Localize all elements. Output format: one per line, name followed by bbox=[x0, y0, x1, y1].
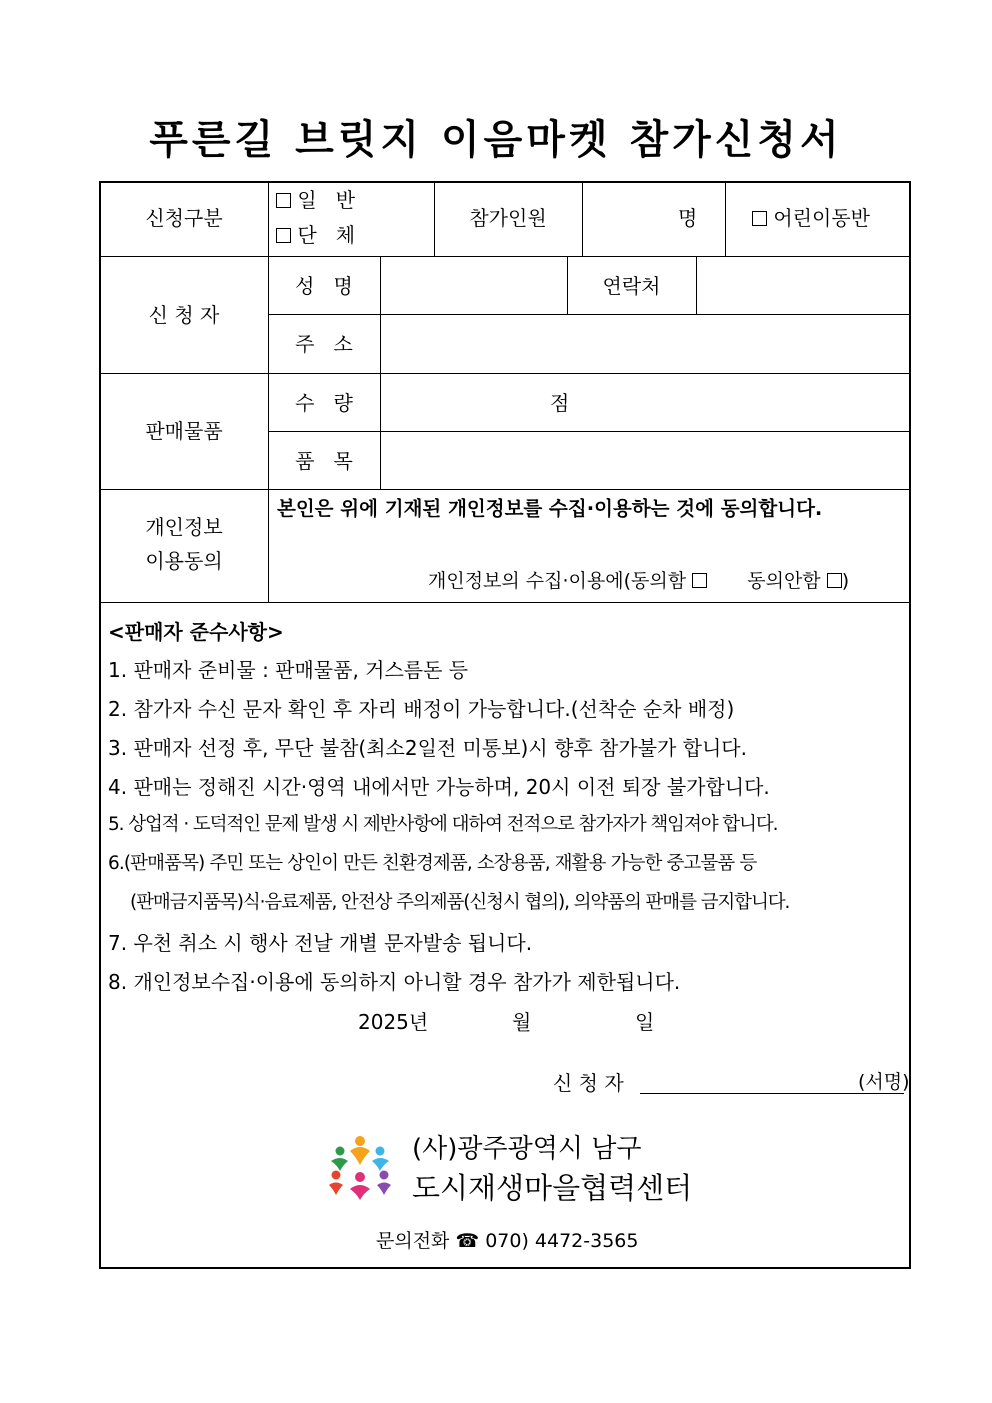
checkbox-agree[interactable] bbox=[692, 573, 707, 588]
checkbox-general[interactable] bbox=[276, 193, 291, 208]
column-divider bbox=[725, 182, 726, 256]
participants-unit: 명 bbox=[678, 206, 698, 230]
option-group-label: 단 체 bbox=[297, 223, 356, 247]
quantity-label: 수 량 bbox=[295, 391, 353, 415]
privacy-choice bbox=[428, 572, 849, 591]
rule-item: 3. 판매자 선정 후, 무단 불참(최소2일전 미통보)시 향후 참가불가 합니다. bbox=[108, 736, 747, 760]
checkbox-children[interactable] bbox=[752, 211, 767, 226]
organization-name-line2: 도시재생마을협력센터 bbox=[412, 1171, 693, 1205]
logo-figures-icon bbox=[329, 1136, 391, 1200]
rule-item: 8. 개인정보수집·이용에 동의하지 아니할 경우 참가가 제한됩니다. bbox=[108, 970, 681, 994]
column-divider bbox=[696, 256, 697, 314]
rule-item: 6.(판매품목) 주민 또는 상인이 만든 친환경제품, 소장용품, 재활용 가능한 중고물품 등 bbox=[108, 853, 757, 874]
date-day: 일 bbox=[635, 1010, 655, 1034]
contact-label: 문의전화 bbox=[376, 1230, 450, 1252]
column-divider bbox=[380, 256, 381, 489]
organization-name-line1: (사)광주광역시 남구 bbox=[412, 1134, 642, 1164]
goods-label: 판매물품 bbox=[145, 419, 223, 443]
row-divider bbox=[268, 314, 911, 315]
privacy-statement: 본인은 위에 기재된 개인정보를 수집·이용하는 것에 동의합니다. bbox=[277, 497, 823, 520]
option-group[interactable] bbox=[276, 225, 355, 245]
contact-label: 연락처 bbox=[602, 274, 661, 298]
checkbox-group[interactable] bbox=[276, 228, 291, 243]
rule-item: 2. 참가자 수신 문자 확인 후 자리 배정이 가능합니다.(선착순 순차 배정) bbox=[108, 697, 735, 721]
option-general[interactable] bbox=[276, 190, 355, 210]
rule-item: 7. 우천 취소 시 행사 전날 개별 문자발송 됩니다. bbox=[108, 931, 533, 955]
address-label: 주 소 bbox=[295, 332, 353, 356]
privacy-choice-prefix: 개인정보의 수집·이용에(동의함 bbox=[428, 570, 687, 592]
date-year: 2025년 bbox=[358, 1010, 429, 1034]
option-general-label: 일 반 bbox=[297, 188, 356, 212]
option-children-label: 어린이동반 bbox=[773, 206, 870, 230]
organization-logo bbox=[328, 1135, 392, 1201]
applicant-label: 신 청 자 bbox=[148, 303, 220, 327]
signature-suffix: (서명) bbox=[858, 1071, 910, 1093]
contact-line bbox=[376, 1232, 638, 1251]
category-label: 신청구분 bbox=[145, 206, 223, 230]
privacy-choice-suffix: ) bbox=[841, 570, 850, 592]
privacy-choice-disagree: 동의안함 bbox=[747, 570, 821, 592]
page-title: 푸른길 브릿지 이음마켓 참가신청서 bbox=[149, 117, 843, 163]
row-divider bbox=[100, 256, 911, 257]
rule-item: 4. 판매는 정해진 시간·영역 내에서만 가능하며, 20시 이전 퇴장 불가합니다. bbox=[108, 775, 770, 799]
checkbox-disagree[interactable] bbox=[827, 573, 842, 588]
option-children[interactable] bbox=[752, 208, 870, 228]
column-divider bbox=[582, 182, 583, 256]
date-month: 월 bbox=[512, 1010, 532, 1034]
item-label: 품 목 bbox=[295, 449, 353, 473]
rules-heading: <판매자 준수사항> bbox=[108, 620, 284, 644]
name-label: 성 명 bbox=[295, 274, 353, 298]
signature-label: 신 청 자 bbox=[553, 1071, 624, 1095]
row-divider bbox=[100, 602, 911, 603]
row-divider bbox=[100, 373, 911, 374]
privacy-label-line1: 개인정보 bbox=[145, 515, 223, 539]
quantity-unit: 점 bbox=[550, 391, 570, 415]
row-divider bbox=[100, 489, 911, 490]
contact-phone[interactable]: 070) 4472-3565 bbox=[485, 1230, 639, 1252]
participants-label: 참가인원 bbox=[469, 206, 547, 230]
rule-item: (판매금지품목)식·음료제품, 안전상 주의제품(신청시 협의), 의약품의 판매를 금지합니다. bbox=[130, 892, 790, 913]
privacy-label-line2: 이용동의 bbox=[145, 549, 223, 573]
phone-icon: ☎ bbox=[455, 1230, 480, 1252]
column-divider bbox=[268, 182, 269, 602]
rule-item: 5. 상업적 · 도덕적인 문제 발생 시 제반사항에 대하여 전적으로 참가자가 책임져야 합니다. bbox=[108, 814, 778, 835]
row-divider bbox=[268, 431, 911, 432]
signature-line[interactable] bbox=[640, 1093, 904, 1094]
rule-item: 1. 판매자 준비물 : 판매물품, 거스름돈 등 bbox=[108, 658, 469, 682]
application-form-frame bbox=[99, 181, 911, 1269]
